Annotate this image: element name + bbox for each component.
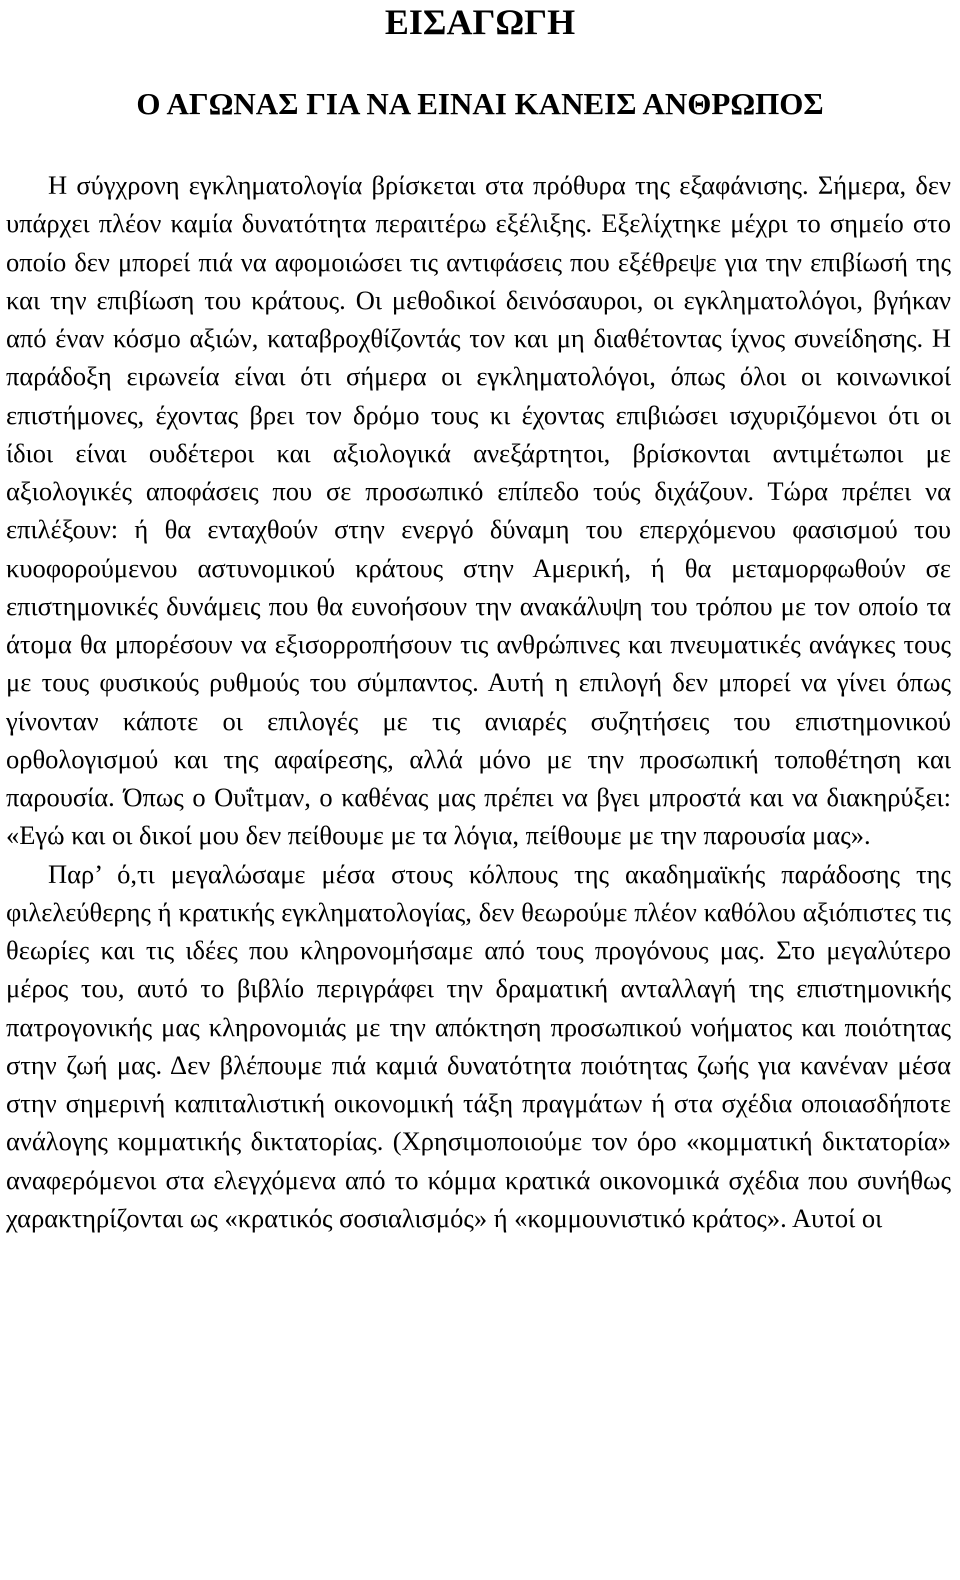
chapter-title: ΕΙΣΑΓΩΓΗ — [384, 2, 576, 42]
body-text — [6, 166, 951, 1237]
paragraph-1: Η σύγχρονη εγκληματολογία βρίσκεται στα πρόθυρα της εξαφάνισης. Σήμερα, δεν υπάρχει πλέον καμία δυνατότητα περαιτέρω εξέλιξης. Εξελίχτηκε μέχρι το σημείο στο οποίο δεν μπορεί πιά να αφομοιώσει τις αντιφάσεις που εξέθρεψε για την επιβίωσή της και την επιβίωση του κράτους. Οι μεθοδικοί δεινόσαυροι, οι εγκληματολόγοι, βγήκαν από έναν κόσμο αξιών, καταβροχθίζοντάς τον και μη διαθέτοντας ίχνος συνείδησης. Η παράδοξη ειρωνεία είναι ότι σήμερα οι εγκληματολόγοι, όπως όλοι οι κοινωνικοί επιστήμονες, έχοντας βρει τον δρόμο τους κι έχοντας επιβιώσει ισχυριζόμενοι ότι οι ίδιοι είναι ουδέτεροι και αξιολογικά ανεξάρτητοι, βρίσκονται αντιμέτωποι με αξιολογικές αποφάσεις που σε προσωπικό επίπεδο τούς διχάζουν. Τώρα πρέπει να επιλέξουν: ή θα ενταχθούν στην ενεργό δύναμη του επερχόμενου φασισμού του κυοφορούμενου αστυνομικού κράτους στην Αμερική, ή θα μεταμορφωθούν σε επιστημονικές δυνάμεις που θα ευνοήσουν την ανακάλυψη του τρόπου με τον οποίο τα άτομα θα μπορέσουν να εξισορροπήσουν τις ανθρώπινες και πνευματικές ανάγκες τους με τους φυσικούς ρυθμούς του σύμπαντος. Αυτή η επιλογή δεν μπορεί να γίνει όπως γίνονταν κάποτε οι επιλογές με τις ανιαρές συζητήσεις του επιστημονικού ορθολογισμού και της αφαίρεσης, αλλά μόνο με την προσωπική τοποθέτηση και παρουσία. Όπως ο Ουΐτμαν, ο καθένας μας πρέπει να βγει μπροστά και να διακηρύξει: «Εγώ και οι δικοί μου δεν πείθουμε με τα λόγια, πείθουμε με την παρουσία μας». — [6, 170, 951, 851]
paragraph-2: Παρ’ ό,τι μεγαλώσαμε μέσα στους κόλπους της ακαδημαϊκής παράδοσης της φιλελεύθερης ή κρατικής εγκληματολογίας, δεν θεωρούμε πλέον καθόλου αξιόπιστες τις θεωρίες και τις ιδέες που κληρονομήσαμε από τους προγόνους μας. Στο μεγαλύτερο μέρος του, αυτό το βιβλίο περιγράφει την δραματική ανταλλαγή της επιστημονικής πατρογονικής μας κληρονομιάς με την απόκτηση προσωπικού νοήματος και ποιότητας στην ζωή μας. Δεν βλέπουμε πιά καμιά δυνατότητα ποιότητας ζωής για κανέναν μέσα στην σημερινή καπιταλιστική οικονομική τάξη πραγμάτων ή στα σχέδια οποιασδήποτε ανάλογης κομματικής δικτατορίας. (Χρησιμοποιούμε τον όρο «κομματική δικτατορία» αναφερόμενοι στα ελεγχόμενα από το κόμμα κρατικά οικονομικά σχέδια που συνήθως χαρακτηρίζονται ως «κρατικός σοσιαλισμός» ή «κομμουνιστικό κράτος». Αυτοί οι — [6, 858, 951, 1233]
section-title: Ο ΑΓΩΝΑΣ ΓΙΑ ΝΑ ΕΙΝΑΙ ΚΑΝΕΙΣ ΑΝΘΡΩΠΟΣ — [136, 86, 824, 121]
